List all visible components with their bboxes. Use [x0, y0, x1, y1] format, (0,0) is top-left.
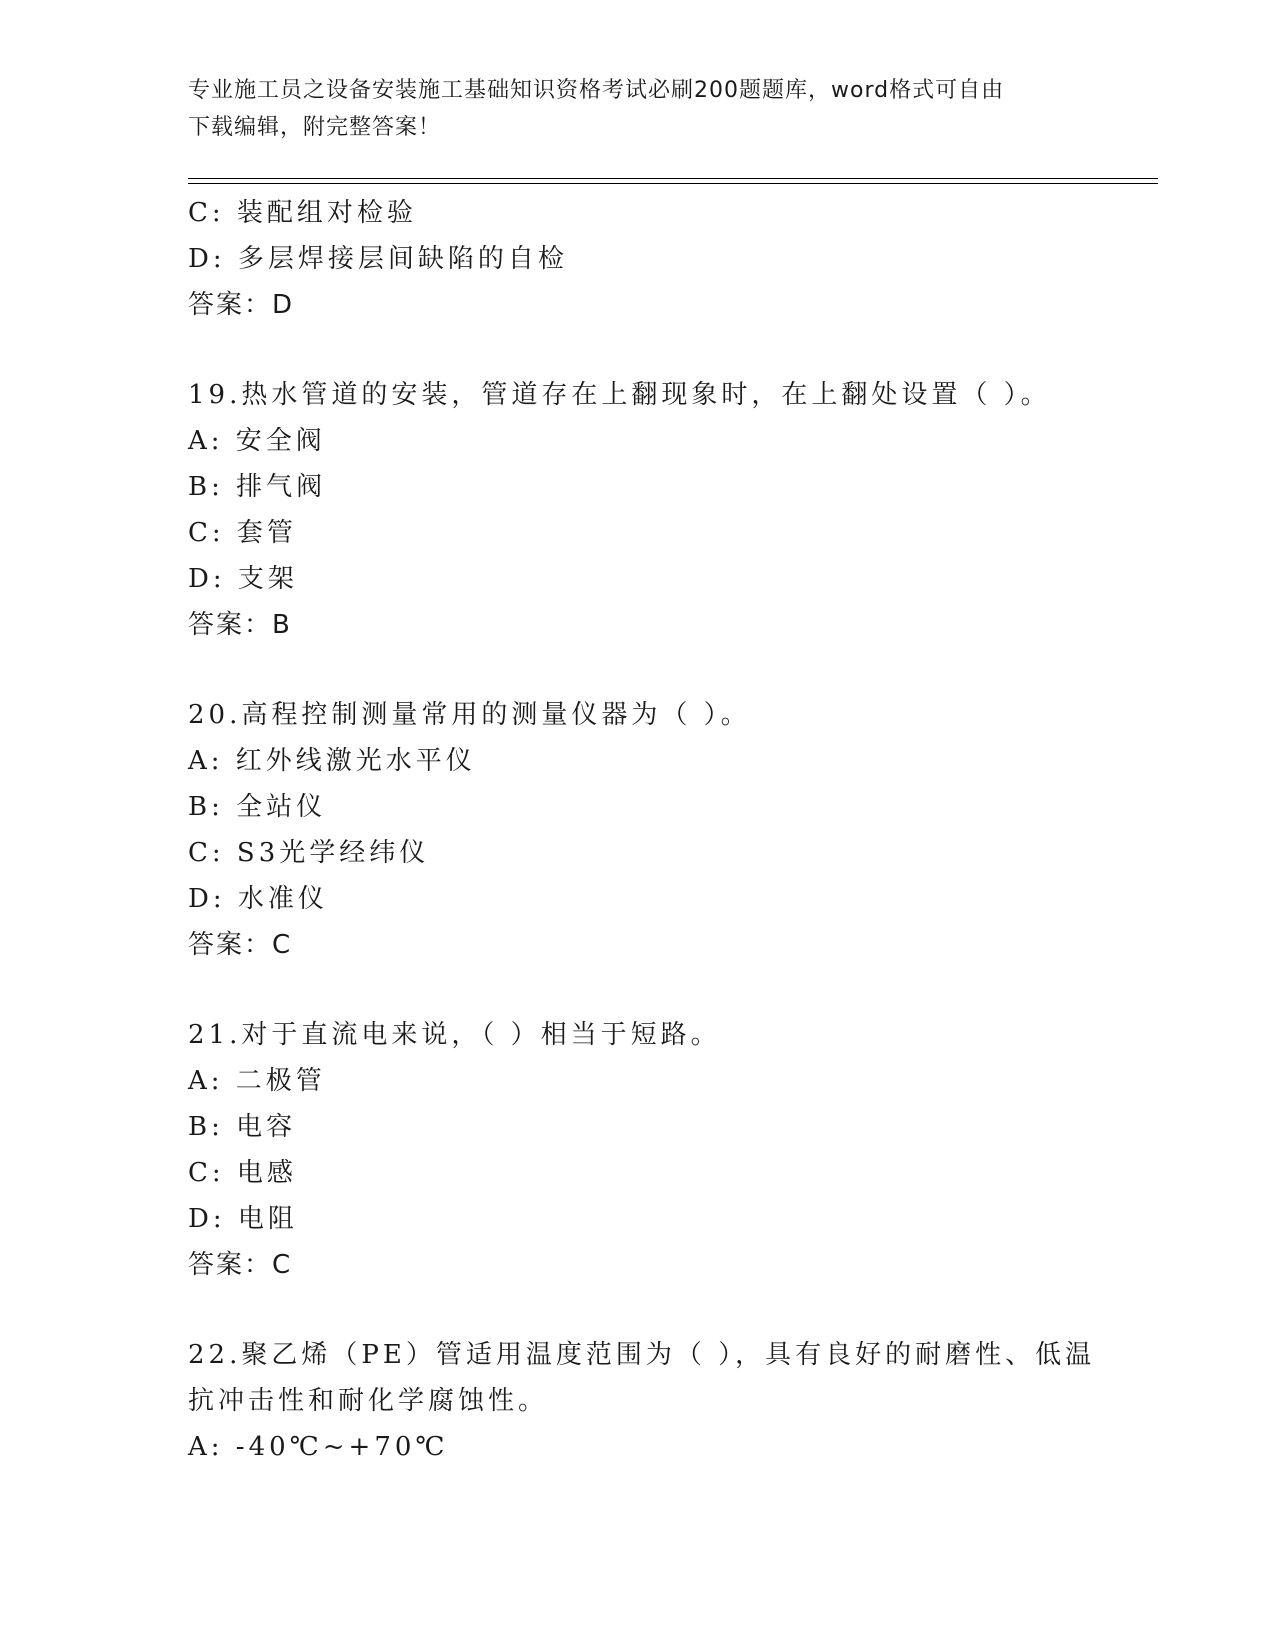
question-list [188, 190, 1096, 1470]
option-a: A: 红外线激光水平仪 [188, 746, 476, 776]
question-text-line-2: 抗冲击性和耐化学腐蚀性。 [188, 1386, 549, 1416]
option-d: D: 水准仪 [188, 884, 328, 914]
question-18 [188, 190, 1088, 328]
spacer [188, 968, 1088, 1012]
option-a: A: 二极管 [188, 1066, 326, 1096]
question-22 [188, 1332, 1096, 1470]
header-line-2: 下载编辑，附完整答案！ [188, 115, 442, 140]
header-line-1: 专业施工员之设备安装施工基础知识资格考试必刷200题题库，word格式可自由 [188, 78, 1005, 103]
option-b: B: 排气阀 [188, 472, 327, 502]
question-text: 21.对于直流电来说，（ ）相当于短路。 [188, 1020, 721, 1050]
option-c: C: 套管 [188, 518, 297, 548]
option-a: A: -40℃~+70℃ [188, 1432, 449, 1462]
spacer [188, 648, 1088, 692]
question-text-line-1: 22.聚乙烯（PE）管适用温度范围为（ ），具有良好的耐磨性、低温 [188, 1340, 1096, 1370]
question-19 [188, 372, 1088, 648]
question-text: 20.高程控制测量常用的测量仪器为（ ）。 [188, 700, 751, 730]
option-a: A: 安全阀 [188, 426, 326, 456]
answer: 答案：D [188, 290, 295, 320]
question-20 [188, 692, 1088, 968]
option-d: D: 多层焊接层间缺陷的自检 [188, 244, 568, 274]
option-c: C: S3光学经纬仪 [188, 838, 430, 868]
question-21 [188, 1012, 1088, 1288]
spacer [188, 1288, 1088, 1332]
header-divider-bottom [188, 183, 1158, 184]
option-b: B: 电容 [188, 1112, 297, 1142]
answer: 答案：C [188, 930, 293, 960]
option-d: D: 支架 [188, 564, 298, 594]
spacer [188, 328, 1088, 372]
option-d: D: 电阻 [188, 1204, 298, 1234]
option-c: C: 装配组对检验 [188, 198, 417, 228]
option-c: C: 电感 [188, 1158, 297, 1188]
question-text: 19.热水管道的安装，管道存在上翻现象时，在上翻处设置（ ）。 [188, 380, 1051, 410]
header-divider-top [188, 178, 1158, 179]
answer: 答案：B [188, 610, 292, 640]
document-header [188, 72, 1088, 146]
answer: 答案：C [188, 1250, 293, 1280]
option-b: B: 全站仪 [188, 792, 327, 822]
